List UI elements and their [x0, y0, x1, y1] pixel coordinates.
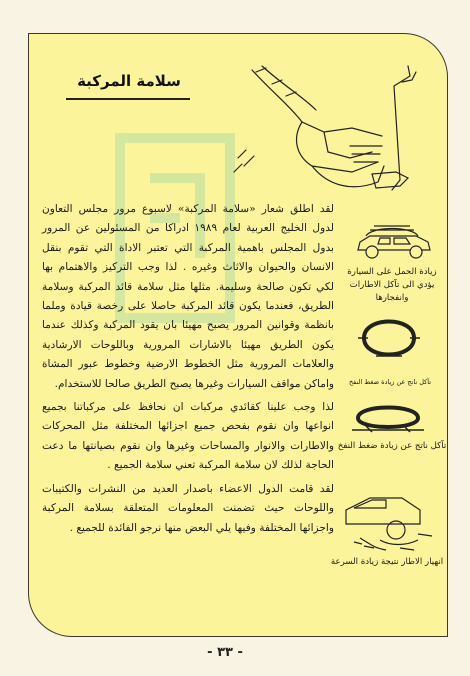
page-number: - ٣٣ - — [207, 645, 243, 660]
tire-wear-under-pressure-illustration — [350, 396, 426, 436]
tire-blowout-illustration — [340, 490, 436, 554]
title-underline — [66, 98, 190, 100]
caption-over-pressure: تآكل ناتج عن زيادة ضغط النفخ — [348, 378, 432, 386]
paragraph-publications: لقد قامت الدول الاعضاء باصدار العديد من النشرات والكتيبات واللوحات حيث تضمنت المعلومات المتعلقة بسلامة المركبة واجزائها المختلفة وفيها يلي البعض منها نرجو الفائدة للجميع . — [42, 482, 334, 534]
paragraph-intro: لقد اطلق شعار «سلامة المركبة» لاسبوع مرور مجلس التعاون لدول الخليج العربية لعام ١٩٨٩ ادراكا من المسئولين عن المرور بدول المجلس باهمية المركبة التي تعتبر الاداة التي تقوم بنقل الانسان والحيوان والاثاث وغيره . لذا وجب التركيز والاهتمام بها لكي تكون صالحة وسليمة. مثلها مثل سلامة قائد المركبة وسلامة الطريق، فعندما يكون قائد المركبة حاصلا على رخصة قيادة وملما بانظمة وقوانين المرور يصبح مهيئا بان يقود المركبة وكذلك عندما يكون الطريق مهيئا بالاشارات المرورية وباللوحات الارشادية والعلامات المرورية مثل الخطوط الارضية وخطوط عبور المشاة واماكن مواقف السيارات وغيرها يصبح الطريق صالحا للاستخدام. — [42, 203, 335, 390]
tire-wear-over-pressure-illustration — [354, 308, 424, 370]
caption-under-pressure: تآكل ناتج عن زيادة ضغط النفخ — [337, 441, 447, 451]
caption-speed-blowout: انهيار الاطار نتيجة زيادة السرعة — [330, 557, 444, 567]
page-title: سلامة المركبة — [77, 72, 181, 90]
paragraph-maintenance: لذا وجب علينا كقائدي مركبات ان نحافظ على مركباتنا بجميع انواعها وان نقوم بفحص جميع اجزائها المختلفة مثل المحركات والاطارات والانوار والمساحات وغيرها وان نقوم بصيانتها ما دعت الحاجة لذلك لان سلامة المركبة تعني سلامة الجميع . — [42, 401, 334, 472]
foot-pedal-illustration — [232, 62, 428, 198]
overloaded-car-illustration — [352, 222, 436, 262]
caption-overload: زيادة الحمل على السيارة يؤدي الى تآكل الاطارات وانفجارها — [347, 267, 437, 303]
article-body — [42, 200, 334, 542]
